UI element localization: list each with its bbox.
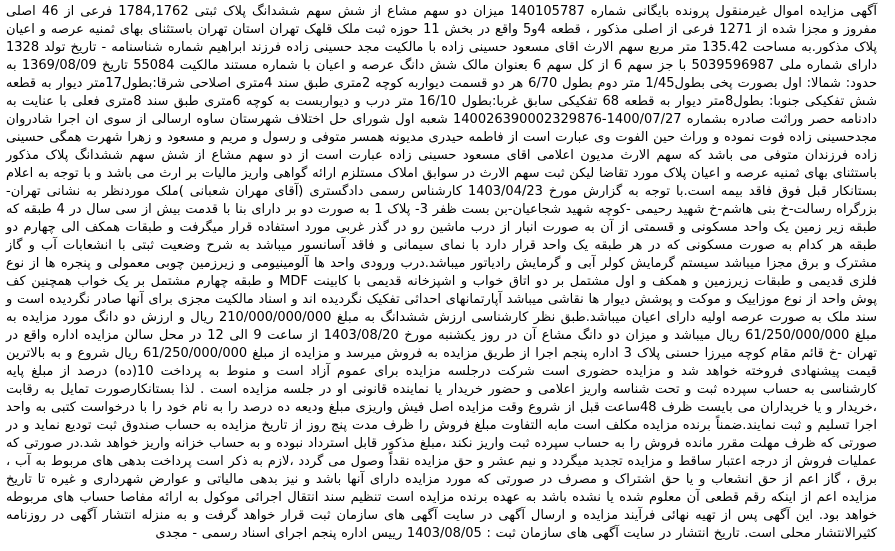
auction-notice-text: آگهی مزایده اموال غیرمنقول پرونده بایگانی شماره 140105787 میزان دو سهم مشاع از شش سهم ششدانگ پلاک ثبتی 1784,1762 فرعی از 46 اصلی مفروز و مجزا شده از 1271 فرعی از اصلی مذکور ، قطعه 4و5 واقع در بخش 11 حوزه ثبت ملک قلهک تهران استان تهران باستثنای بهای ثمنیه عرصه و اعیان پلاک مذکور.به مساحت 135.42 متر مربع سهم الارث اقای مسعود حسینی زاده با مالکیت مجد حسینی زاده فرزند ابراهیم شماره شناسنامه - تاریخ تولد 1328 دارای شماره ملی 5039596987 با جز سهم 6 از کل سهم 6 بعنوان مالک شش دانگ عرصه و اعیان با شماره مستند مالکیت 55084 تاریخ 1369/08/09 به حدود: شمالا: اول بصورت پخی بطول1/45 متر دوم بطول 6/70 هر دو قسمت دیواربه کوچه 2متری طبق سند 4متری اصلاحی شرقا:بطول17متر دیوار به قطعه شش تفکیکی جنوبا: بطول8متر دیوار به قطعه 68 تفکیکی سابق غربا:بطول 16/10 متر درب و دیواربست به کوچه 6متری طبق سند 8متری فعلی با عنایت به دادنامه حصر وراثت صادره بشماره 1400/07/27-140026390002329876 شعبه اول شورای حل اختلاف شهرستان ساوه ارسالی از سوی ان اجرا شادروان مجدحسینی زاده فوت نموده و وراث حین الفوت وی عبارت است از فاطمه حیدری مدیونه همسر متوفی و رسول و مریم و مسعود و زهرا شهرت همگی حسینی زاده فرزندان متوفی می باشد که سهم الارث مدیون اعلامی اقای مسعود حسینی زاده عبارت است از دو سهم مشاع از شش سهم ششدانگ پلاک مذکور باستثنای بهای ثمنیه عرصه و اعیان پلاک مورد تقاضا لیکن ثبت سهم الارث در سوابق املاک مستلزم ارائه گواهی واریز مالیات بر ارث می باشد و با توجه به اعلام بستانکار قبل فوق فاقد بیمه است.با توجه به گزارش مورخ 1403/04/23 کارشناس رسمی دادگستری (آقای مهران شعبانی )ملک موردنظر به نشانی تهران-بزرگراه رسالت-خ بنی هاشم-خ شهید رحیمی -کوچه شهید شجاعیان-بن بست ظفر 3- پلاک 1 به صورت دو بر دارای بنا با قدمت بیش از سی سال در 4 طبقه که طبقه زیر زمین یک واحد مسکونی و قسمتی از آن به صورت انبار از درب ماشین رو در گذر غربی مورد استفاده قرار میگرفت و طبقات همکف الی چهارم دو طبقه هر کدام به صورت مسکونی که در هر طبقه یک واحد قرار دارد با نمای سیمانی و فاقد آسانسور میباشد به شرح وضعیت ثبتی با انشعابات آب و گاز مشترک و برق مجزا میباشد سیستم گرمایش کولر آبی و گرمایش رادیاتور میباشد.درب ورودی واحد ها آلومینیومی و زیرزمین چوبی معمولی و پنجره ها از نوع فلزی قدیمی و طبقات زیرزمین و همکف و اول مشتمل بر دو اتاق خواب و اشپزخانه قدیمی با کابینت MDF و طبقه چهارم مشتمل بر یک خواب همچنین کف پوش واحد از نوع موزاییک و موکت و پوشش دیوار ها نقاشی میباشد آپارتمانهای احداثی تفکیک نگردیده اند و اسناد مالکیت مجزی برای آنها صادر نگردیده است و سند ملک به صورت عرصه اولیه دارای اعیان میباشد.طبق نظر کارشناسی ارزش ششدانگ به مبلغ 210/000/000/000 ریال و ارزش دو دانگ مورد مزایده به مبلغ 61/250/000/000 ریال میباشد و میزان دو دانگ مشاع آن در روز یکشنبه مورخ 1403/08/20 از ساعت 9 الی 12 در محل سالن مزایده اداره واقع در تهران -خ قائم مقام کوچه میرزا حسنی پلاک 3 اداره پنجم اجرا از طریق مزایده به فروش میرسد و مزایده از مبلغ 61/250/000/000 ریال شروع و به بالاترین قیمت پیشنهادی فروخته خواهد شد و مزایده حضوری است شرکت درجلسه مزایده برای عموم آزاد است و منوط به پرداخت 10(ده) درصد از مبلغ پایه کارشناسی به حساب سپرده ثبت و تحت شناسه واریز اعلامی و حضور خریدار یا نماینده قانونی او در جلسه مزایده است . لذا بستانکارصورت تمایل به رقابت ،خریدار و یا خریداران می بایست ظرف 48ساعت قبل از شروع وقت مزایده اصل فیش واریزی مبلغ ودیعه ده درصد را به نام خود را با درخواست کتبی به واحد اجرا تسلیم و ثبت نمایند.ضمناً برنده مزایده مکلف است مابه التفاوت مبلغ فروش را ظرف مدت پنج روز از تاریخ مزایده به حساب صندوق ثبت تودیع نماید و در صورتی که ظرف مهلت مقرر مانده فروش را به حساب سپرده ثبت واریز نکند ،مبلغ مذکور قابل استرداد نبوده و به حساب خزانه واریز خواهد شد.در صورتی که عملیات فروش از درجه اعتبار ساقط و مزایده تجدید میگردد و نیم عشر و حق مزایده نقداً وصول می گردد ،لازم به ذکر است پرداخت بدهی های مربوط به آب ، برق ، گاز اعم از حق انشعاب و یا حق اشتراک و مصرف در صورتی که مورد مزایده دارای آنها باشد و نیز بدهی مالیاتی و عوارض شهرداری و غیره تا تاریخ مزایده اعم از اینکه رقم قطعی آن معلوم شده یا نشده باشد به عهده برنده مزایده است تنظیم سند انتقال اجرائی موکول به ارائه مفاصا حساب های مربوطه خواهد بود. این آگهی پس از تهیه نهائی فرآیند مزایده و ارسال آگهی در سایت آگهی های سازمان ثبت قرار خواهد گرفت و به منزله انتشار آگهی در روزنامه کثیرالانتشار محلی است. تاریخ انتشار در سایت آگهی های سازمان ثبت : 1403/08/05 رییس اداره پنجم اجرای اسناد رسمی - مجدی [6, 4, 878, 541]
